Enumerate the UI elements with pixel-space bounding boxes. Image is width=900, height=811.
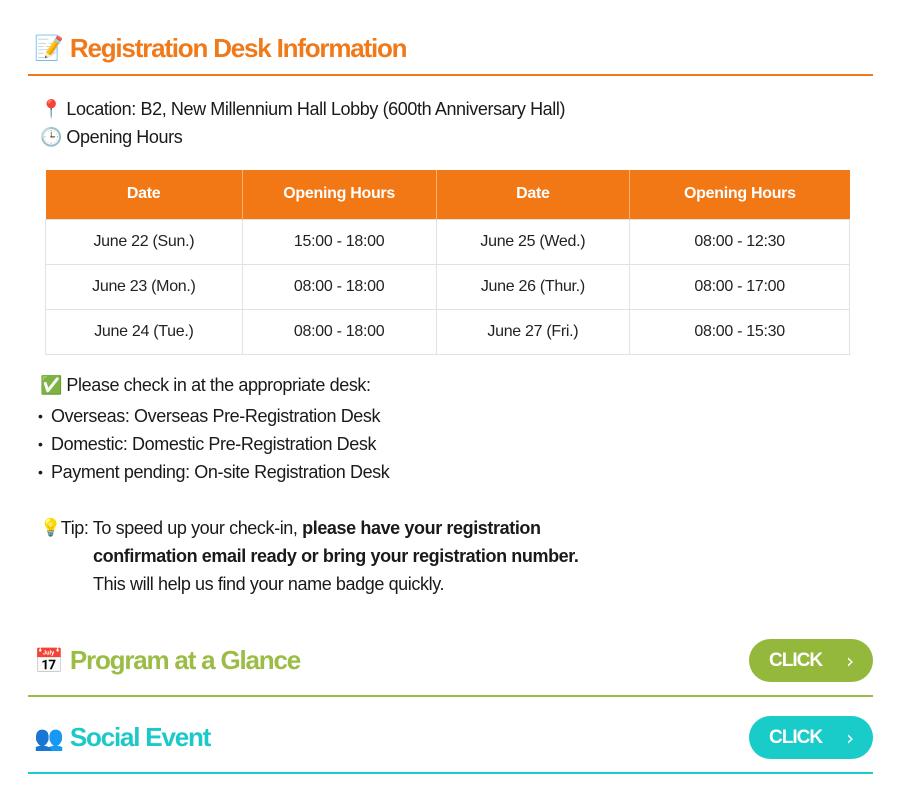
registration-title-text: Registration Desk Information [69, 32, 407, 63]
opening-hours-label: Opening Hours [66, 127, 183, 147]
registration-header [28, 22, 873, 76]
table-cell: June 22 (Sun.) [46, 219, 243, 264]
pin-icon: 📍 [40, 99, 63, 120]
clock-icon: 🕒 [40, 127, 63, 148]
table-cell: June 24 (Tue.) [46, 309, 243, 354]
desk-text: Overseas: Overseas Pre-Registration Desk [51, 405, 381, 426]
program-click-button[interactable] [749, 639, 873, 682]
memo-icon: 📝 [34, 34, 64, 62]
column-header: Date [46, 170, 243, 219]
table-cell: June 26 (Thur.) [436, 264, 630, 309]
tip-prefix: Tip: To speed up your check-in, [60, 518, 303, 538]
lightbulb-icon: 💡 [40, 518, 61, 538]
program-title-text: Program at a Glance [69, 645, 300, 675]
desk-list [38, 402, 389, 486]
people-icon: 👥 [34, 723, 64, 752]
table-header-row [46, 170, 850, 219]
location-line [40, 99, 565, 120]
column-header: Opening Hours [242, 170, 436, 219]
table-row [46, 219, 850, 264]
list-item [38, 402, 389, 430]
table-cell: June 23 (Mon.) [46, 264, 243, 309]
registration-title [28, 33, 406, 64]
column-header: Opening Hours [630, 170, 850, 219]
table-cell: 08:00 - 18:00 [242, 264, 436, 309]
location-text: Location: B2, New Millennium Hall Lobby (600th Anniversary Hall) [66, 99, 566, 119]
table-cell: 08:00 - 17:00 [630, 264, 850, 309]
checkin-line [40, 375, 371, 396]
tip-block [40, 514, 579, 598]
program-header [28, 626, 873, 697]
opening-hours-line [40, 127, 182, 148]
social-title [28, 722, 210, 753]
checkin-label: Please check in at the appropriate desk: [66, 375, 371, 395]
table-cell: 08:00 - 18:00 [242, 309, 436, 354]
table-cell: 08:00 - 15:30 [630, 309, 850, 354]
table-cell: June 27 (Fri.) [436, 309, 630, 354]
table-row [46, 309, 850, 354]
table-cell: June 25 (Wed.) [436, 219, 630, 264]
button-label: CLICK [769, 649, 823, 671]
social-header [28, 703, 873, 774]
column-header: Date [436, 170, 630, 219]
chevron-right-icon: › [846, 648, 855, 673]
bullet-icon: • [38, 464, 43, 480]
button-label: CLICK [769, 726, 823, 748]
bullet-icon: • [38, 436, 43, 452]
tip-row [40, 542, 579, 570]
tip-row [40, 514, 579, 542]
tip-row [40, 570, 579, 598]
desk-text: Domestic: Domestic Pre-Registration Desk [51, 433, 377, 454]
social-title-text: Social Event [69, 722, 211, 752]
table-cell: 15:00 - 18:00 [242, 219, 436, 264]
tip-bold-2: confirmation email ready or bring your registration number. [93, 546, 579, 566]
list-item [38, 458, 389, 486]
social-click-button[interactable] [749, 716, 873, 759]
tip-line-3: This will help us find your name badge quickly. [93, 574, 445, 594]
tip-bold-1: please have your registration [302, 518, 541, 538]
table-cell: 08:00 - 12:30 [630, 219, 850, 264]
table-row [46, 264, 850, 309]
chevron-right-icon: › [846, 725, 855, 750]
list-item [38, 430, 389, 458]
calendar-icon: 📅 [34, 646, 64, 675]
bullet-icon: • [38, 408, 43, 424]
program-title [28, 645, 300, 676]
opening-hours-table [45, 170, 850, 355]
desk-text: Payment pending: On-site Registration Desk [51, 461, 390, 482]
checkmark-icon: ✅ [40, 375, 63, 396]
